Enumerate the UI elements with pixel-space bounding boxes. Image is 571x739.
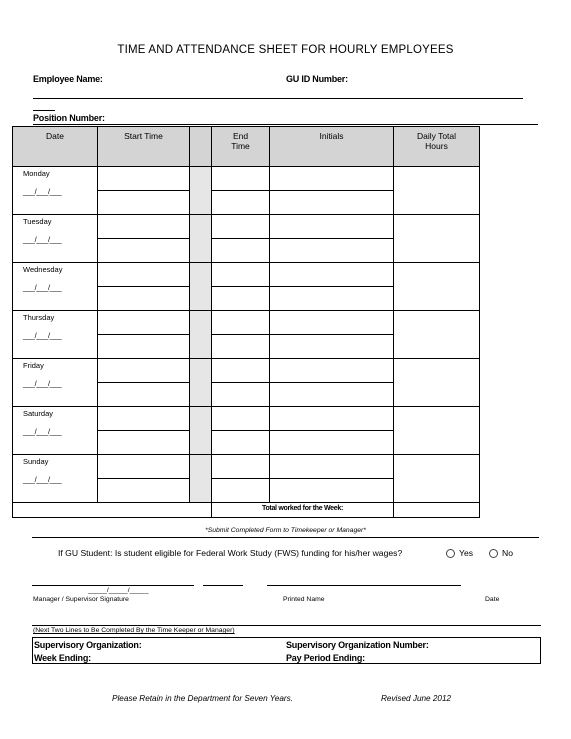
start-time-2-sunday[interactable] (97, 478, 190, 503)
initials-1-saturday[interactable] (269, 406, 394, 431)
day-label-wednesday: Wednesday (23, 265, 63, 274)
gu-id-label: GU ID Number: (286, 74, 348, 84)
sup-org-number-label: Supervisory Organization Number: (286, 640, 429, 650)
spacer-cell-friday (189, 358, 212, 407)
header-start-time (97, 126, 190, 167)
end-time-1-saturday[interactable] (211, 406, 270, 431)
spacer-cell-sunday (189, 454, 212, 503)
end-time-1-monday[interactable] (211, 166, 270, 191)
fws-yes-label: Yes (459, 548, 474, 558)
header-spacer-text (190, 127, 211, 131)
header-date (12, 126, 98, 167)
end-time-2-sunday[interactable] (211, 478, 270, 503)
end-time-2-tuesday[interactable] (211, 238, 270, 263)
end-time-1-tuesday[interactable] (211, 214, 270, 239)
section-divider (32, 537, 539, 538)
date-label: Date (485, 596, 500, 603)
radio-no-icon[interactable] (489, 549, 498, 558)
day-label-monday: Monday (23, 169, 50, 178)
fws-no-label: No (502, 548, 513, 558)
day-cell-monday (12, 166, 98, 215)
timekeeper-note: (Next Two Lines to Be Completed By the Time Keeper or Manager) (33, 627, 235, 634)
start-time-1-saturday[interactable] (97, 406, 190, 431)
day-cell-thursday (12, 310, 98, 359)
signature-extra-line[interactable] (203, 585, 243, 586)
spacer-cell-monday (189, 166, 212, 215)
radio-yes-icon[interactable] (446, 549, 455, 558)
date-field-friday[interactable]: ___/___/___ (23, 379, 62, 388)
end-time-2-friday[interactable] (211, 382, 270, 407)
header-initials-text: Initials (319, 131, 344, 141)
retain-note: Please Retain in the Department for Seven Years. (112, 694, 293, 703)
date-field-saturday[interactable]: ___/___/___ (23, 427, 62, 436)
spacer-cell-tuesday (189, 214, 212, 263)
end-time-2-thursday[interactable] (211, 334, 270, 359)
start-time-1-monday[interactable] (97, 166, 190, 191)
header-daily-total-text: Daily Total Hours (416, 131, 457, 151)
total-worked-value[interactable] (393, 502, 480, 518)
fws-no-option[interactable] (489, 548, 513, 558)
pay-period-ending-label: Pay Period Ending: (286, 653, 365, 663)
day-label-friday: Friday (23, 361, 44, 370)
day-label-tuesday: Tuesday (23, 217, 52, 226)
end-time-1-sunday[interactable] (211, 454, 270, 479)
end-time-2-monday[interactable] (211, 190, 270, 215)
short-line (33, 110, 55, 111)
initials-2-wednesday[interactable] (269, 286, 394, 311)
fws-yes-option[interactable] (446, 548, 473, 558)
initials-1-tuesday[interactable] (269, 214, 394, 239)
time-table (12, 126, 479, 519)
header-end-time-text: End Time (231, 131, 250, 151)
initials-1-sunday[interactable] (269, 454, 394, 479)
header-initials (269, 126, 394, 167)
start-time-1-thursday[interactable] (97, 310, 190, 335)
week-ending-label: Week Ending: (34, 653, 91, 663)
date-field-tuesday[interactable]: ___/___/___ (23, 235, 62, 244)
form-title: TIME AND ATTENDANCE SHEET FOR HOURLY EMPLOYEES (117, 44, 454, 56)
start-time-1-wednesday[interactable] (97, 262, 190, 287)
daily-total-monday[interactable] (393, 166, 480, 215)
start-time-1-friday[interactable] (97, 358, 190, 383)
start-time-1-tuesday[interactable] (97, 214, 190, 239)
header-date-text: Date (46, 131, 64, 141)
position-number-line[interactable] (33, 124, 538, 125)
spacer-cell-wednesday (189, 262, 212, 311)
employee-name-label: Employee Name: (33, 74, 103, 84)
initials-2-friday[interactable] (269, 382, 394, 407)
start-time-2-friday[interactable] (97, 382, 190, 407)
sup-org-label: Supervisory Organization: (34, 640, 142, 650)
total-row-blank (12, 502, 212, 518)
employee-name-line[interactable] (33, 98, 523, 99)
daily-total-wednesday[interactable] (393, 262, 480, 311)
initials-1-monday[interactable] (269, 166, 394, 191)
initials-1-thursday[interactable] (269, 310, 394, 335)
day-cell-tuesday (12, 214, 98, 263)
day-label-saturday: Saturday (23, 409, 54, 418)
day-cell-wednesday (12, 262, 98, 311)
start-time-2-monday[interactable] (97, 190, 190, 215)
header-spacer (189, 126, 212, 167)
daily-total-friday[interactable] (393, 358, 480, 407)
daily-total-saturday[interactable] (393, 406, 480, 455)
initials-1-friday[interactable] (269, 358, 394, 383)
start-time-2-wednesday[interactable] (97, 286, 190, 311)
daily-total-thursday[interactable] (393, 310, 480, 359)
signature-date-mark: _____/_____/_____ (88, 587, 149, 594)
initials-2-thursday[interactable] (269, 334, 394, 359)
end-time-1-thursday[interactable] (211, 310, 270, 335)
end-time-2-wednesday[interactable] (211, 286, 270, 311)
spacer-cell-thursday (189, 310, 212, 359)
position-number-label: Position Number: (33, 113, 105, 123)
fws-question: If GU Student: Is student eligible for Federal Work Study (FWS) funding for his/her wages? (58, 548, 403, 558)
printed-name-label: Printed Name (283, 596, 325, 603)
printed-name-line[interactable] (267, 585, 461, 586)
day-cell-saturday (12, 406, 98, 455)
timekeeper-divider (32, 625, 541, 626)
manager-signature-label: Manager / Supervisor Signature (33, 596, 129, 603)
total-worked-label: Total worked for the Week: (211, 502, 394, 518)
daily-total-sunday[interactable] (393, 454, 480, 503)
date-field-monday[interactable]: ___/___/___ (23, 187, 62, 196)
day-cell-friday (12, 358, 98, 407)
initials-2-sunday[interactable] (269, 478, 394, 503)
revised-note: Revised June 2012 (381, 694, 452, 703)
day-label-sunday: Sunday (23, 457, 49, 466)
start-time-2-tuesday[interactable] (97, 238, 190, 263)
spacer-cell-saturday (189, 406, 212, 455)
end-time-1-friday[interactable] (211, 358, 270, 383)
header-daily-total (393, 126, 480, 167)
date-field-thursday[interactable]: ___/___/___ (23, 331, 62, 340)
initials-2-monday[interactable] (269, 190, 394, 215)
day-cell-sunday (12, 454, 98, 503)
initials-2-saturday[interactable] (269, 430, 394, 455)
daily-total-tuesday[interactable] (393, 214, 480, 263)
initials-2-tuesday[interactable] (269, 238, 394, 263)
start-time-2-saturday[interactable] (97, 430, 190, 455)
date-field-wednesday[interactable]: ___/___/___ (23, 283, 62, 292)
header-start-time-text: Start Time (124, 131, 163, 141)
end-time-1-wednesday[interactable] (211, 262, 270, 287)
submit-note: *Submit Completed Form to Timekeeper or Manager* (205, 527, 366, 534)
initials-1-wednesday[interactable] (269, 262, 394, 287)
day-label-thursday: Thursday (23, 313, 55, 322)
header-end-time (211, 126, 270, 167)
end-time-2-saturday[interactable] (211, 430, 270, 455)
start-time-2-thursday[interactable] (97, 334, 190, 359)
manager-signature-line[interactable] (32, 585, 194, 586)
date-field-sunday[interactable]: ___/___/___ (23, 475, 62, 484)
start-time-1-sunday[interactable] (97, 454, 190, 479)
